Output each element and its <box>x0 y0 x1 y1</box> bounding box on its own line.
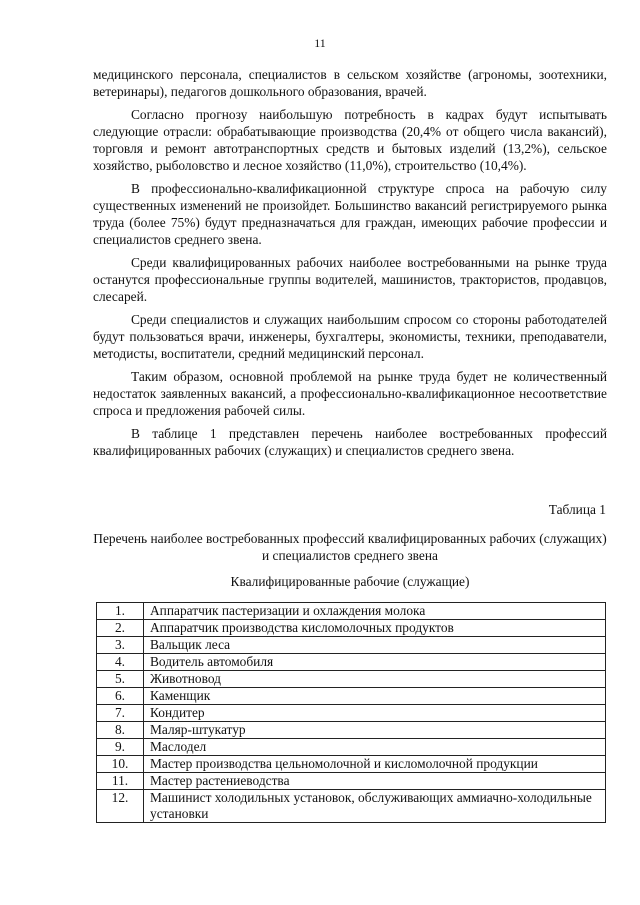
row-number: 11. <box>97 773 144 790</box>
row-number: 2. <box>97 620 144 637</box>
table-row <box>97 620 606 637</box>
profession-name: Маслодел <box>144 739 606 756</box>
table-row <box>97 773 606 790</box>
row-number: 10. <box>97 756 144 773</box>
row-number: 12. <box>97 790 144 823</box>
profession-name: Каменщик <box>144 688 606 705</box>
row-number: 5. <box>97 671 144 688</box>
profession-name: Вальщик леса <box>144 637 606 654</box>
profession-name: Мастер растениеводства <box>144 773 606 790</box>
row-number: 9. <box>97 739 144 756</box>
table-title: Перечень наиболее востребованных профессий квалифицированных рабочих (служащих) и специалистов среднего звена <box>93 531 607 563</box>
paragraph: Таким образом, основной проблемой на рынке труда будет не количественный недостаток заявленных вакансий, а профессионально-квалификационное несоответствие спроса и предложения рабочей силы. <box>93 369 607 418</box>
profession-name: Машинист холодильных установок, обслуживающих аммиачно-холодильные установки <box>144 790 606 823</box>
table-row <box>97 739 606 756</box>
row-number: 8. <box>97 722 144 739</box>
table-row <box>97 688 606 705</box>
paragraph: В профессионально-квалификационной структуре спроса на рабочую силу существенных изменений не произойдет. Большинство вакансий регистрируемого рынка труда (более 75%) будут предназначаться для граждан, имеющих рабочие профессии и специалистов среднего звена. <box>93 181 607 247</box>
table-row <box>97 671 606 688</box>
page-number: 11 <box>314 36 326 50</box>
profession-name: Водитель автомобиля <box>144 654 606 671</box>
body-text <box>93 66 607 465</box>
table-row <box>97 603 606 620</box>
paragraph: В таблице 1 представлен перечень наиболее востребованных профессий квалифицированных рабочих (служащих) и специалистов среднего звена. <box>93 426 607 458</box>
row-number: 7. <box>97 705 144 722</box>
professions-table <box>96 602 606 823</box>
table-row <box>97 705 606 722</box>
profession-name: Кондитер <box>144 705 606 722</box>
table-row <box>97 637 606 654</box>
paragraph: Согласно прогнозу наибольшую потребность в кадрах будут испытывать следующие отрасли: обрабатывающие производства (20,4% от общего числа вакансий), торговля и ремонт автотранспортных средств и бытовых изделий (13,2%), сельское хозяйство, рыболовство и лесное хозяйство (11,0%), строительство (10,4%). <box>93 107 607 173</box>
profession-name: Животновод <box>144 671 606 688</box>
table-subtitle: Квалифицированные рабочие (служащие) <box>230 574 470 589</box>
row-number: 4. <box>97 654 144 671</box>
table-row <box>97 790 606 823</box>
profession-name: Мастер производства цельномолочной и кисломолочной продукции <box>144 756 606 773</box>
profession-name: Аппаратчик производства кисломолочных продуктов <box>144 620 606 637</box>
table-row <box>97 756 606 773</box>
paragraph: медицинского персонала, специалистов в сельском хозяйстве (агрономы, зоотехники, ветеринары), педагогов дошкольного образования, врачей. <box>93 67 607 99</box>
table-row <box>97 654 606 671</box>
paragraph: Среди специалистов и служащих наибольшим спросом со стороны работодателей будут пользоваться врачи, инженеры, бухгалтеры, экономисты, техники, преподаватели, методисты, воспитатели, средний медицинский персонал. <box>93 312 607 361</box>
table-row <box>97 722 606 739</box>
paragraph: Среди квалифицированных рабочих наиболее востребованными на рынке труда останутся профессиональные группы водителей, машинистов, трактористов, продавцов, слесарей. <box>93 255 607 304</box>
table-label: Таблица 1 <box>548 502 606 517</box>
row-number: 6. <box>97 688 144 705</box>
profession-name: Маляр-штукатур <box>144 722 606 739</box>
profession-name: Аппаратчик пастеризации и охлаждения молока <box>144 603 606 620</box>
row-number: 1. <box>97 603 144 620</box>
row-number: 3. <box>97 637 144 654</box>
